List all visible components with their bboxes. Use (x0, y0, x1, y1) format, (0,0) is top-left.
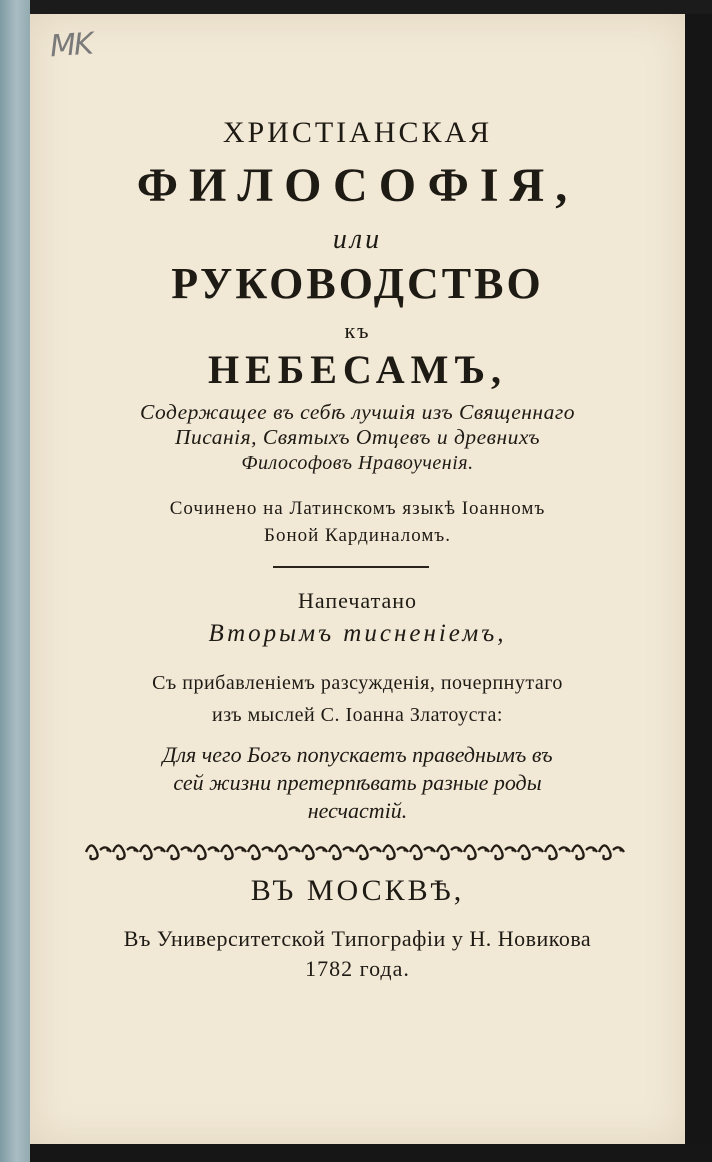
question-line-1: Для чего Богъ попускаетъ праведнымъ въ (162, 742, 553, 767)
supplement-line-2: изъ мыслей С. Іоанна Златоуста: (212, 704, 503, 726)
handwritten-shelfmark: MK (48, 26, 93, 65)
description-line-3: Философовъ Нравоученія. (241, 452, 474, 474)
imprint-year: 1782 года. (305, 956, 410, 981)
printing-line-1: Напечатано (297, 588, 418, 613)
title-line-6: НЕБЕСАМЪ, (207, 347, 508, 392)
ornamental-border-icon (80, 836, 625, 864)
imprint-place: ВЪ МОСКВѢ, (250, 874, 465, 907)
separator-rule (273, 566, 429, 568)
supplement-line-1: Съ прибавленіемъ разсужденія, почерпнутаго (152, 672, 563, 694)
question-line-2: сей жизни претерпѣвать разные роды (173, 770, 542, 795)
printing-line-2: Вторымъ тисненіемъ, (208, 620, 507, 647)
title-line-4: РУКОВОДСТВО (171, 259, 544, 308)
title-line-1: ХРИСТІАНСКАЯ (222, 116, 493, 149)
blue-binding-strip (0, 0, 30, 1162)
author-line-2: Боной Кардиналомъ. (264, 525, 451, 546)
dark-background-bottom (30, 1144, 712, 1162)
title-conjunction: или (332, 224, 383, 255)
description-line-2: Писанія, Святыхъ Отцевъ и древнихъ (174, 425, 541, 449)
dark-background-edge (685, 14, 712, 1162)
author-line-1: Сочинено на Латинскомъ языкѣ Іоанномъ (169, 498, 546, 519)
title-preposition: къ (344, 318, 371, 343)
title-line-2: ФИЛОСОФІЯ, (136, 159, 579, 212)
description-line-1: Содержащее въ себѣ лучшія изъ Священнаго (140, 400, 575, 424)
question-line-3: несчастій. (307, 798, 408, 823)
imprint-press: Въ Университетской Типографіи у Н. Новикова (123, 926, 592, 951)
